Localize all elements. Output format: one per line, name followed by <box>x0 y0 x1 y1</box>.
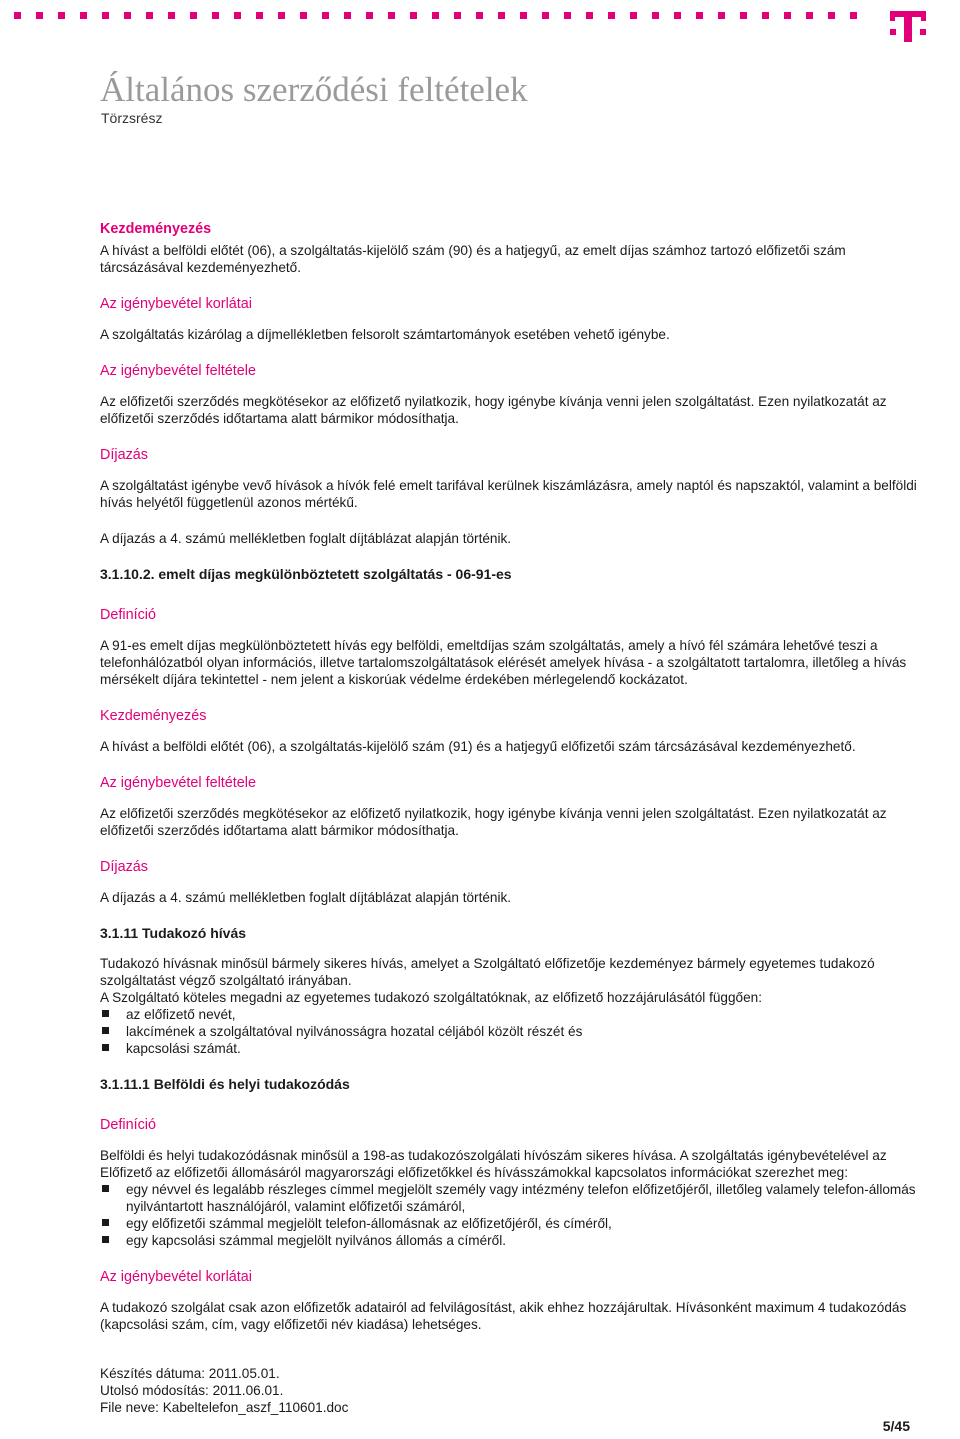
brand-dot <box>740 12 747 19</box>
brand-dot <box>432 12 439 19</box>
creation-date: Készítés dátuma: 2011.05.01. <box>100 1366 280 1381</box>
document-body <box>100 220 920 1333</box>
bullet-list <box>100 1181 920 1249</box>
brand-dot <box>124 12 131 19</box>
brand-dot <box>454 12 461 19</box>
telekom-t-logo-icon <box>888 6 928 42</box>
brand-dot <box>322 12 329 19</box>
brand-dot <box>696 12 703 19</box>
document-title: Általános szerződési feltételek <box>100 70 528 109</box>
section-heading: Az igénybevétel feltétele <box>100 363 256 379</box>
brand-dot-strip <box>14 12 857 19</box>
section-number-title: 3.1.11 Tudakozó hívás <box>100 925 247 941</box>
paragraph: A szolgáltatást igénybe vevő hívások a hívók felé emelt tarifával kerülnek kiszámlázásra, amely naptól és napszaktól, valamint a belföldi hívás helyétől függetlenül azonos mértékű. <box>100 478 917 510</box>
brand-dot <box>278 12 285 19</box>
brand-dot <box>608 12 615 19</box>
modification-date: Utolsó módosítás: 2011.06.01. <box>100 1383 284 1398</box>
list-item: egy kapcsolási számmal megjelölt nyilvános állomás a címéről. <box>100 1232 920 1249</box>
paragraph: A 91-es emelt díjas megkülönböztetett hívás egy belföldi, emeltdíjas szám szolgáltatás, amely a hívó fél számára lehetővé teszi a telefonhálózatból olyan információs, illetve tartalomszolgáltatások elérését amelyek hívása - a szolgáltatott tartalomra, illetőleg a hívás mérsékelt díjára tekintettel - nem jelent a kiskorúak védelme érdekében mérlegelendő kockázatot. <box>100 638 907 687</box>
brand-dot <box>520 12 527 19</box>
list-item: kapcsolási számát. <box>100 1040 920 1057</box>
brand-dot <box>652 12 659 19</box>
brand-dot <box>828 12 835 19</box>
brand-dot <box>476 12 483 19</box>
list-item: az előfizető nevét, <box>100 1006 920 1023</box>
brand-dot <box>850 12 857 19</box>
section-heading: Definíció <box>100 1117 156 1133</box>
paragraph: A hívást a belföldi előtét (06), a szolgáltatás-kijelölő szám (90) és a hatjegyű, az emelt díjas számhoz tartozó előfizetői szám tárcsázásával kezdeményezhető. <box>100 243 846 275</box>
bullet-list <box>100 1006 920 1057</box>
brand-dot <box>388 12 395 19</box>
brand-dot <box>586 12 593 19</box>
brand-dot <box>58 12 65 19</box>
page-number: 5/45 <box>882 1418 910 1434</box>
brand-dot <box>146 12 153 19</box>
brand-dot <box>806 12 813 19</box>
paragraph: Az előfizetői szerződés megkötésekor az előfizető nyilatkozik, hogy igénybe kívánja venni jelen szolgáltatást. Ezen nyilatkozatát az előfizetői szerződés időtartama alatt bármikor módosíthatja. <box>100 394 887 426</box>
section-heading: Az igénybevétel korlátai <box>100 1269 252 1285</box>
brand-dot <box>190 12 197 19</box>
paragraph: A szolgáltatás kizárólag a díjmellékletben felsorolt számtartományok esetében vehető igénybe. <box>100 327 670 342</box>
brand-dot <box>344 12 351 19</box>
brand-dot <box>234 12 241 19</box>
brand-dot <box>498 12 505 19</box>
brand-dot <box>674 12 681 19</box>
section-heading: Az igénybevétel feltétele <box>100 775 256 791</box>
section-heading: Kezdeményezés <box>100 221 212 237</box>
section-number-title: 3.1.10.2. emelt díjas megkülönböztetett szolgáltatás - 06-91-es <box>100 566 512 582</box>
brand-dot <box>784 12 791 19</box>
brand-dot <box>718 12 725 19</box>
paragraph: Belföldi és helyi tudakozódásnak minősül a 198-as tudakozószolgálati hívószám sikeres hívása. A szolgáltatás igénybevételével az Előfizető az előfizetői állomásáról magyarországi előfizetőkkel és hívásszámokkal kapcsolatos információkat szerezhet meg: <box>100 1148 887 1180</box>
list-item: egy névvel és legalább részleges címmel megjelölt személy vagy intézmény telefon előfizetőjéről, illetőleg valamely telefon-állomás nyilvántartott használójáról, valamint előfizetői számáról, <box>100 1181 920 1215</box>
section-heading: Az igénybevétel korlátai <box>100 296 252 312</box>
brand-dot <box>630 12 637 19</box>
brand-dot <box>300 12 307 19</box>
paragraph: A díjazás a 4. számú mellékletben foglalt díjtáblázat alapján történik. <box>100 890 512 905</box>
brand-dot <box>80 12 87 19</box>
paragraph: A hívást a belföldi előtét (06), a szolgáltatás-kijelölő szám (91) és a hatjegyű előfizetői szám tárcsázásával kezdeményezhető. <box>100 739 856 754</box>
document-footer <box>100 1365 348 1416</box>
section-heading: Kezdeményezés <box>100 708 207 724</box>
document-subtitle: Törzsrész <box>101 110 163 126</box>
paragraph: Az előfizetői szerződés megkötésekor az előfizető nyilatkozik, hogy igénybe kívánja venni jelen szolgáltatást. Ezen nyilatkozatát az előfizetői szerződés időtartama alatt bármikor módosíthatja. <box>100 806 887 838</box>
brand-dot <box>410 12 417 19</box>
list-item: egy előfizetői számmal megjelölt telefon-állomásnak az előfizetőjéről, és címéről, <box>100 1215 920 1232</box>
list-item: lakcímének a szolgáltatóval nyilvánosságra hozatal céljából közölt részét és <box>100 1023 920 1040</box>
paragraph: A díjazás a 4. számú mellékletben foglalt díjtáblázat alapján történik. <box>100 531 512 546</box>
section-heading: Díjazás <box>100 859 148 875</box>
file-name: File neve: Kabeltelefon_aszf_110601.doc <box>100 1400 349 1415</box>
paragraph: Tudakozó hívásnak minősül bármely sikeres hívás, amelyet a Szolgáltató előfizetője kezdeményez bármely egyetemes tudakozó szolgáltatást végző szolgáltató irányában. <box>100 956 875 988</box>
brand-dot <box>366 12 373 19</box>
brand-dot <box>212 12 219 19</box>
brand-dot <box>256 12 263 19</box>
section-number-title: 3.1.11.1 Belföldi és helyi tudakozódás <box>100 1076 350 1092</box>
brand-dot <box>762 12 769 19</box>
brand-dot <box>14 12 21 19</box>
section-heading: Definíció <box>100 607 156 623</box>
brand-dot <box>564 12 571 19</box>
paragraph: A Szolgáltató köteles megadni az egyetemes tudakozó szolgáltatóknak, az előfizető hozzájárulásától függően: <box>100 990 762 1005</box>
brand-dot <box>102 12 109 19</box>
section-heading: Díjazás <box>100 447 148 463</box>
paragraph: A tudakozó szolgálat csak azon előfizetők adatairól ad felvilágosítást, akik ehhez hozzájárultak. Hívásonként maximum 4 tudakozódás (kapcsolási szám, cím, vagy előfizetői név kiadása) lehetséges. <box>100 1300 907 1332</box>
brand-dot <box>542 12 549 19</box>
brand-dot <box>168 12 175 19</box>
brand-dot <box>36 12 43 19</box>
